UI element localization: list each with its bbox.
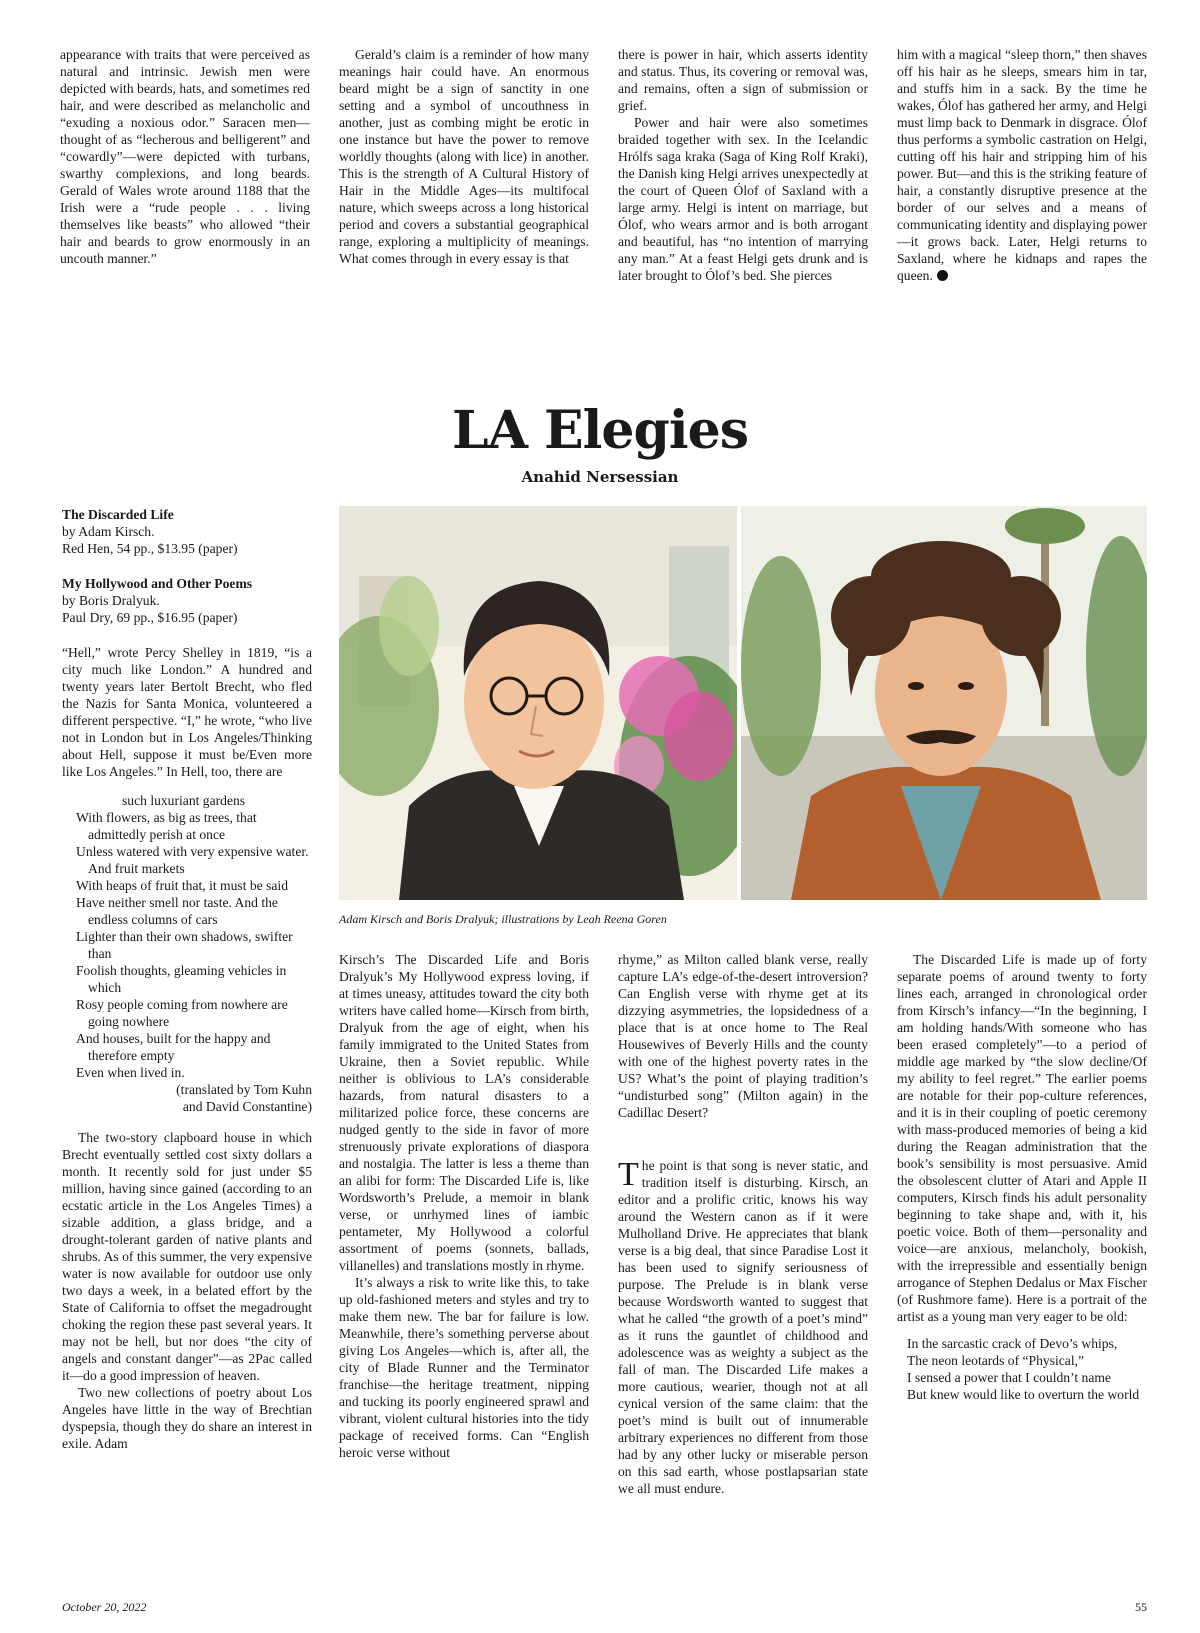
- illustration-adam-kirsch: [339, 506, 737, 900]
- poem-line: With flowers, as big as trees, that admittedly perish at once: [76, 810, 257, 842]
- body-paragraph: Kirsch’s The Discarded Life and Boris Dralyuk’s My Hollywood express loving, if at times uneasy, attitudes toward the city both writers have called home—Kirsch from birth, Dralyuk from the age of eight, when his family immigrated to the United States from Ukraine, then a Soviet republic. While neither is oblivious to LA’s considerable hazards, from natural disasters to a militarized police force, these concerns are nudged gently to the side in favor of more strenuously private explorations of diaspora and nostalgia. The latter is less a theme than an alibi for form: The Discarded Life is, like Wordsworth’s Prelude, a memoir in blank verse, or unrhymed lines of iambic pentameter, My Hollywood a colorful assortment of poems (sonnets, ballads, villanelles) and translations mostly in rhyme.: [339, 952, 589, 1273]
- kirsch-poem: [907, 1335, 1147, 1403]
- end-mark-icon: [937, 270, 948, 281]
- book-title: The Discarded Life: [62, 507, 174, 522]
- portrait-dralyuk-image: [741, 506, 1147, 900]
- poem-line: such luxuriant gardens: [122, 793, 246, 808]
- translation-credit: (translated by Tom Kuhn: [176, 1082, 312, 1097]
- book-author: by Boris Dralyuk.: [62, 593, 160, 608]
- illustration-caption: Adam Kirsch and Boris Dralyuk; illustrations by Leah Reena Goren: [339, 912, 667, 926]
- poem-line: Even when lived in.: [76, 1065, 185, 1080]
- book-info: [62, 575, 312, 626]
- top-column-2-text: Gerald’s claim is a reminder of how many meanings hair could have. An enormous beard might be a sign of sanctity in one setting and a symbol of uncouthness in another, just as combing might be erotic in one instance but have the power to remove worldly thoughts (along with lice) in another. This is the strength of A Cultural History of Hair in the Middle Ages—its multifocal nature, which sweeps across a long historical period and covers a substantial geographical range, exploring a multiplicity of meanings. What comes through in every essay is that: [339, 47, 589, 266]
- top-column-4-text: [897, 46, 1147, 284]
- section-break: [618, 1121, 868, 1157]
- body-paragraph: rhyme,” as Milton called blank verse, really capture LA’s edge-of-the-desert introversion? Can English verse with rhyme get at its dizzying asymmetries, the lopsidedness of a place that is at once home to The Real Housewives of Beverly Hills and the county with one of the highest poverty rates in the US? What’s the point of playing tradition’s “undisturbed song” (Milton again) in the Cadillac Desert?: [618, 952, 868, 1120]
- top-column-4-body: him with a magical “sleep thorn,” then shaves off his hair as he sleeps, smears him in tar, and stuffs him in a sack. By the time he wakes, Ólof has gathered her army, and Helgi must limp back to Denmark in disgrace. Ólof thus performs a symbolic castration on Helgi, cutting off his hair and stripping him of his power. But—and this is the striking feature of hair, a constantly disruptive presence at the border of our selves and a means of communicating identity and displaying power—it grows back. Later, Helgi returns to Saxland, where he kidnaps and rapes the queen.: [897, 47, 1147, 283]
- top-column-2: [339, 46, 589, 267]
- body-paragraph: The Discarded Life is made up of forty separate poems of around twenty to forty lines each, arranged in chronological order from Kirsch’s infancy—“In the beginning, I am holding hands/With someone who has been erased completely”—to a period of middle age marked by “the slow decline/Of my ability to feel regret.” The earlier poems are notable for their pop-culture references, and it is in their coupling of poetic ceremony with mass-produced memories of being a kid during the Reagan administration that the book’s sensibility is most persuasive. Amid the obsolescent clutter of Atari and Apple II computers, Kirsch finds his adult personality beginning to take shape and, with it, his poetic voice. Both of them—personality and voice—are anxious, melancholy, bookish, with the irrepressible and essentially benign arrogance of Stephen Dedalus or Max Fischer (of Rushmore fame). Here is a portrait of the artist as a young man very eager to be old:: [897, 952, 1147, 1324]
- top-column-3-text-1: there is power in hair, which asserts identity and status. Thus, its covering or removal was, and remains, often a sign of submission or grief.: [618, 47, 868, 113]
- book-author: by Adam Kirsch.: [62, 524, 155, 539]
- poem-line: Foolish thoughts, gleaming vehicles in which: [76, 963, 287, 995]
- translation-credit: and David Constantine): [182, 1099, 312, 1114]
- brecht-poem: [76, 792, 312, 1115]
- top-column-1-text: appearance with traits that were perceived as natural and intrinsic. Jewish men were depicted with beards, hats, and sometimes red hair, and were described as melancholic and “exuding a noxious odor.” Saracen men—thought of as “lecherous and belligerent” and “cowardly”—were depicted with turbans, swarthy complexions, and long beards. Gerald of Wales wrote around 1188 that the Irish were a “rude people . . . living themselves like beasts” who allowed “their hair and beards to grow enormously in an uncouth manner.”: [60, 47, 310, 266]
- poem-line: I sensed a power that I couldn’t name: [907, 1370, 1111, 1385]
- intro-paragraph: “Hell,” wrote Percy Shelley in 1819, “is a city much like London.” A hundred and twenty years later Bertolt Brecht, who fled the Nazis for Santa Monica, volunteered a different perspective. “I,” he wrote, “who live not in London but in Los Angeles/Thinking about Hell, suppose it must be/Even more like Los Angeles.” In Hell, too, there are: [62, 645, 312, 779]
- page-number: 55: [1135, 1600, 1147, 1614]
- book-publisher: Paul Dry, 69 pp., $16.95 (paper): [62, 610, 238, 625]
- body-column-2: [339, 951, 589, 1461]
- body-column-3: [618, 951, 868, 1497]
- drop-cap: T: [618, 1156, 639, 1193]
- book-title: My Hollywood and Other Poems: [62, 576, 253, 591]
- book-info: [62, 506, 312, 557]
- poem-line: Rosy people coming from nowhere are going nowhere: [76, 997, 288, 1029]
- article-author: Anahid Nersessian: [521, 468, 679, 486]
- article-title: LA Elegies: [452, 400, 748, 461]
- top-column-1: [60, 46, 310, 267]
- poem-line: With heaps of fruit that, it must be said: [76, 878, 289, 893]
- illustration-boris-dralyuk: [741, 506, 1147, 900]
- body-paragraph: Two new collections of poetry about Los Angeles have little in the way of Brechtian dyspepsia, though they do share an interest in exile. Adam: [62, 1385, 312, 1451]
- portrait-kirsch-image: [339, 506, 737, 900]
- body-column-4: [897, 951, 1147, 1403]
- book-publisher: Red Hen, 54 pp., $13.95 (paper): [62, 541, 238, 556]
- poem-line: And houses, built for the happy and therefore empty: [76, 1031, 271, 1063]
- poem-line: But knew would like to overturn the world: [907, 1387, 1140, 1402]
- top-column-3: [618, 46, 868, 284]
- poem-line: The neon leotards of “Physical,”: [907, 1353, 1085, 1368]
- poem-line: Unless watered with very expensive water. And fruit markets: [76, 844, 309, 876]
- top-column-4: [897, 46, 1147, 284]
- body-paragraph: It’s always a risk to write like this, to take up old-fashioned meters and styles and try to make them new. The bar for failure is low. Meanwhile, there’s something perverse about giving Los Angeles—which is, after all, the city of Blade Runner and the Terminator franchise—the heritage treatment, nipping and tucking its poorly engineered sprawl and vibrant, violent cultural histories into the tidy package of received forms. Can “English heroic verse without: [339, 1275, 589, 1460]
- issue-date: October 20, 2022: [62, 1600, 147, 1614]
- section-paragraph-text: he point is that song is never static, and tradition itself is disturbing. Kirsch, an editor and a prolific critic, knows his way around the Western canon as if it were Mulholland Drive. He appreciates that blank verse is a big deal, that since Paradise Lost it has been used to signify seriousness of purpose. The Prelude is in blank verse because Wordsworth wanted to suggest that what he called “the growth of a poet’s mind” as it runs the gauntlet of childhood and adolescence was as weighty a subject as the fall of man. The Discarded Life makes a more cautious, wearier, though not at all cynical version of the same claim: that the poet’s mind is built out of innumerable arbitrary experiences no different from those had by any other lucky or miserable person on this sad earth, whose postlapsarian state we all must endure.: [618, 1158, 868, 1496]
- top-column-3-text-2: Power and hair were also sometimes braided together with sex. In the Icelandic Hrólfs saga kraka (Saga of King Rolf Kraki), the Danish king Helgi arrives unexpectedly at the court of Queen Ólof of Saxland with a large army. Helgi is intent on marriage, but Ólof, who wears armor and is both arrogant and beautiful, has “no intention of marrying any man.” At a feast Helgi gets drunk and is later brought to Ólof’s bed. She pierces: [618, 115, 868, 283]
- left-column: [62, 506, 312, 1452]
- poem-line: In the sarcastic crack of Devo’s whips,: [907, 1336, 1118, 1351]
- body-paragraph: The two-story clapboard house in which Brecht eventually settled cost sixty dollars a month. It recently sold for just under $5 million, having since gained (according to an ecstatic article in the Los Angeles Times) a sizable addition, a glass bridge, and a drought-tolerant garden of native plants and shrubs. As of this summer, the very expensive water is now available for outdoor use only two days a week, in a belated effort by the State of California to offset the megadrought choking the region these past several years. It may not be hell, but nor does “the city of angels and constant danger”—as 2Pac called it—do a good impression of heaven.: [62, 1130, 312, 1383]
- poem-line: Lighter than their own shadows, swifter than: [76, 929, 293, 961]
- section-paragraph: [618, 1157, 868, 1497]
- poem-line: Have neither smell nor taste. And the endless columns of cars: [76, 895, 278, 927]
